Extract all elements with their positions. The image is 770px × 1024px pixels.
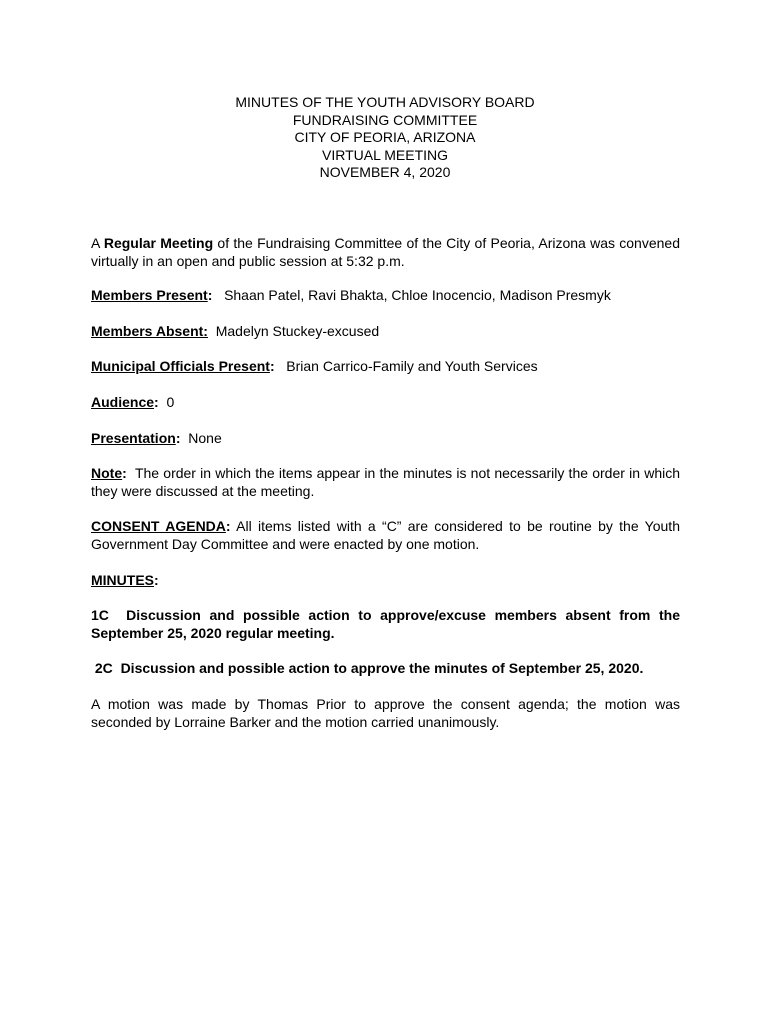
officials-label: Municipal Officials Present (91, 358, 270, 375)
presentation (91, 430, 680, 448)
audience-colon: : (154, 393, 159, 410)
presentation-label: Presentation (91, 429, 176, 446)
consent-value: All items listed with a “C” are considered to be routine by the Youth Government Day Committee and were enacted by one motion. (91, 518, 680, 552)
members-present-value: Shaan Patel, Ravi Bhakta, Chloe Inocencio, Madison Presmyk (224, 287, 611, 304)
header-date: NOVEMBER 4, 2020 (319, 164, 451, 181)
header-title: MINUTES OF THE YOUTH ADVISORY BOARD (235, 94, 535, 110)
presentation-colon: : (175, 429, 181, 446)
consent-label: CONSENT AGENDA (91, 518, 226, 535)
minutes-label: MINUTES (91, 571, 154, 588)
officials-colon: : (269, 358, 275, 375)
consent-agenda (91, 518, 680, 553)
header-meeting-type: VIRTUAL MEETING (321, 146, 449, 163)
audience-label: Audience (91, 393, 155, 410)
intro-bold: Regular Meeting (103, 235, 214, 251)
minutes-colon: : (154, 571, 159, 588)
audience-value: 0 (166, 393, 175, 410)
intro-prefix: A (91, 235, 104, 251)
members-absent-value: Madelyn Stuckey-excused (215, 322, 380, 339)
intro-paragraph (91, 235, 680, 270)
note-colon: : (122, 465, 127, 482)
members-present (91, 287, 680, 305)
agenda-item-2c: 2C Discussion and possible action to approve the minutes of September 25, 2020. (91, 660, 644, 677)
note-label: Note (91, 465, 123, 482)
document-body (91, 235, 684, 731)
members-present-label: Members Present (91, 287, 208, 304)
header-city: CITY OF PEORIA, ARIZONA (294, 129, 476, 146)
consent-colon: : (225, 518, 231, 535)
note (91, 465, 680, 500)
agenda-item-1c: 1C Discussion and possible action to approve/excuse members absent from the September 25, 2020 regular meeting. (91, 607, 684, 641)
note-value: The order in which the items appear in the minutes is not necessarily the order in which they were discussed at the meeting. (91, 465, 680, 499)
minutes-heading (91, 572, 680, 590)
presentation-value: None (188, 429, 222, 446)
audience (91, 394, 680, 412)
document-header (0, 94, 770, 182)
header-committee: FUNDRAISING COMMITTEE (292, 111, 478, 128)
motion-paragraph: A motion was made by Thomas Prior to approve the consent agenda; the motion was seconded by Lorraine Barker and the motion carried unanimously. (91, 695, 680, 730)
members-absent-label: Members Absent: (91, 322, 208, 339)
officials-value: Brian Carrico-Family and Youth Services (286, 358, 538, 375)
members-absent (91, 323, 680, 341)
municipal-officials (91, 358, 680, 376)
intro-text: of the Fundraising Committee of the City of Peoria, Arizona was convened virtually in an open and public session at 5:32 p.m. (91, 235, 680, 269)
members-present-colon: : (207, 287, 213, 304)
